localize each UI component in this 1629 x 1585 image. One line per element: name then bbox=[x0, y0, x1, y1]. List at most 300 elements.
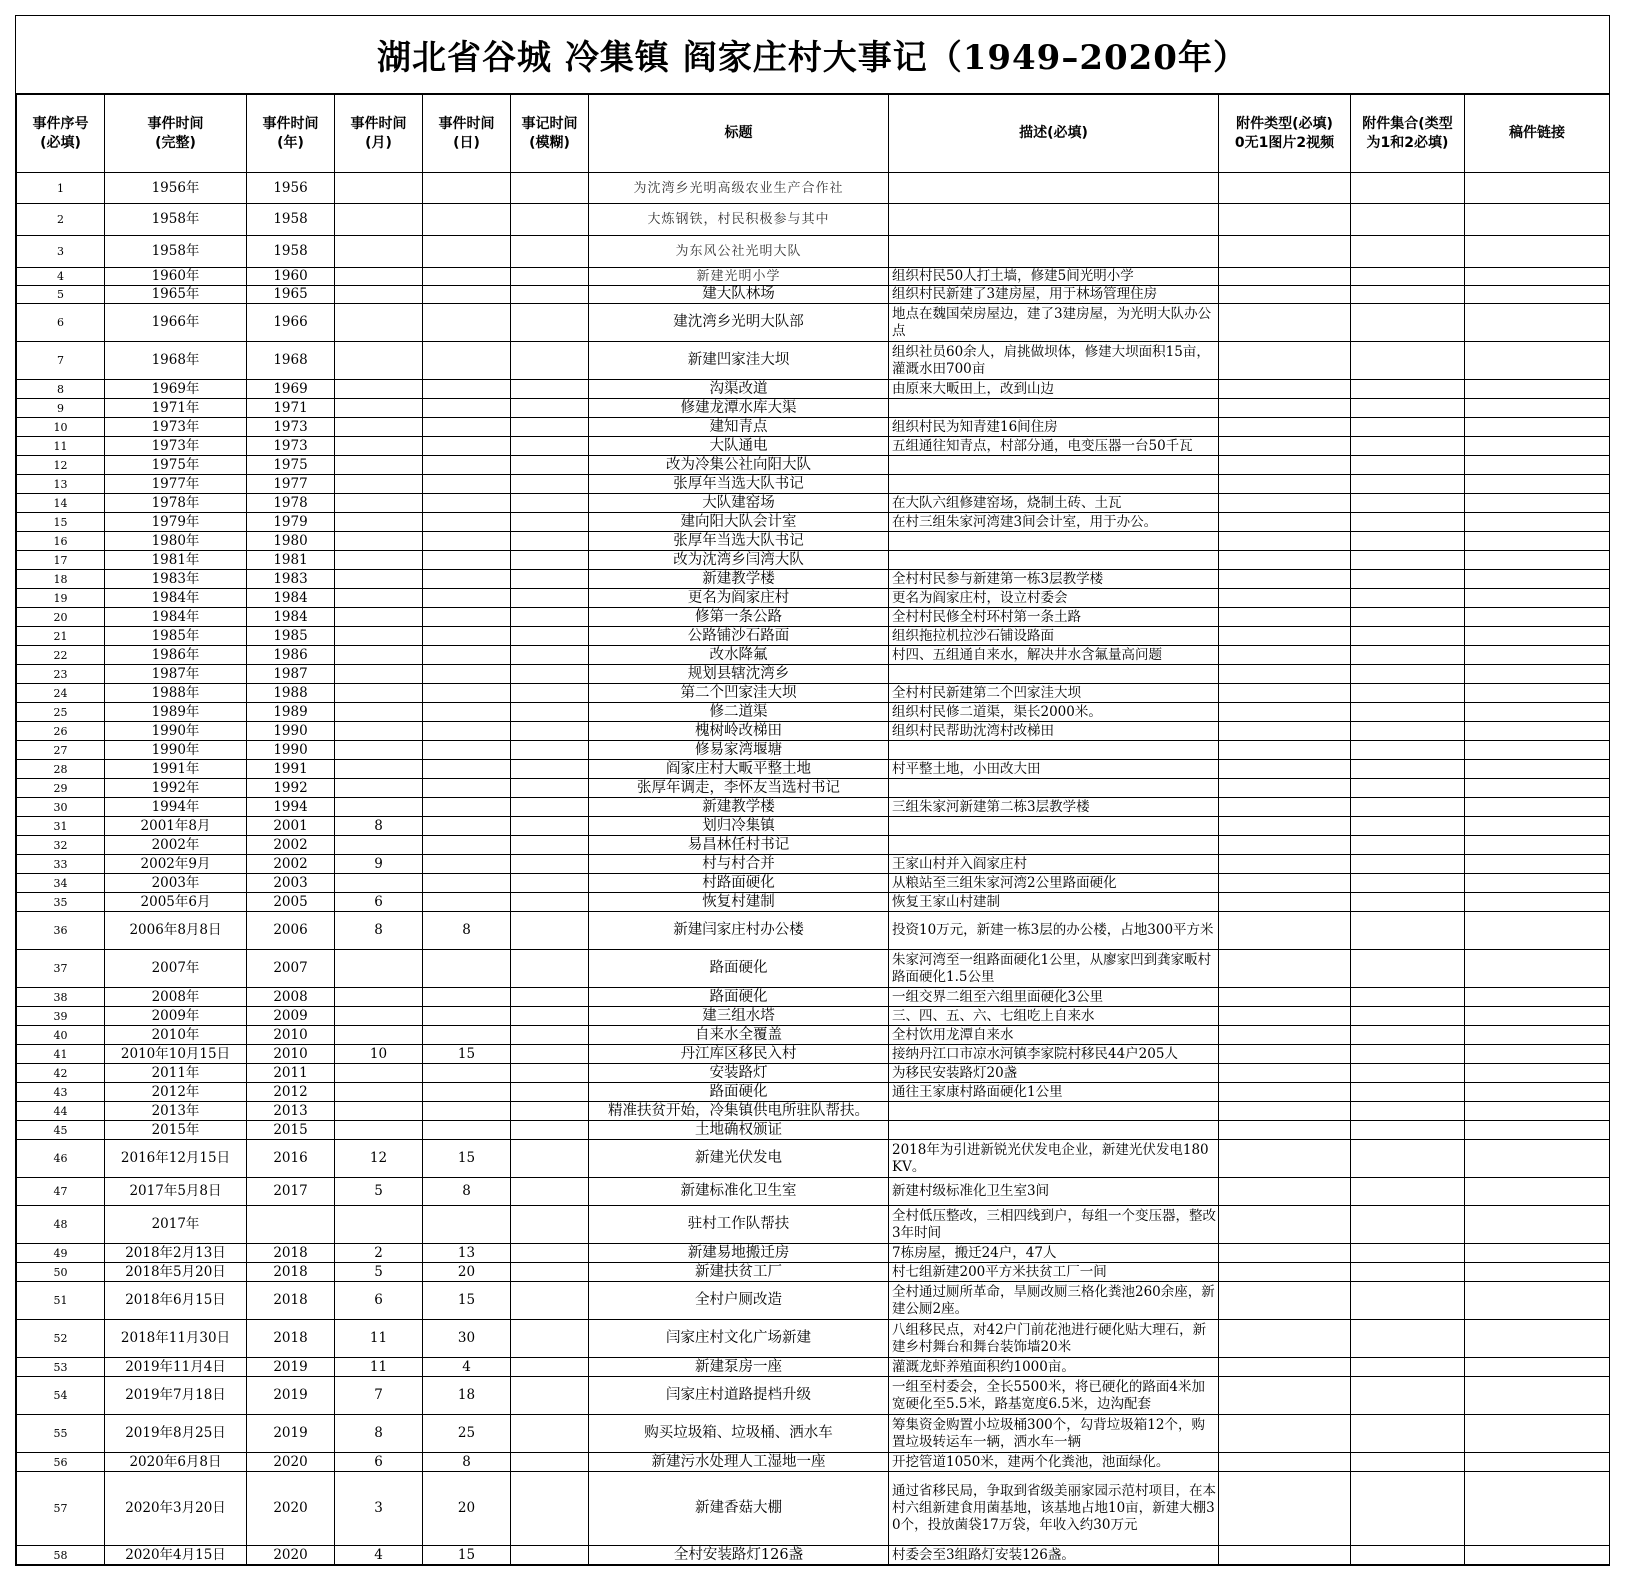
table-row bbox=[17, 1102, 1610, 1121]
table-body bbox=[17, 173, 1610, 1565]
cell-link bbox=[1465, 1415, 1610, 1453]
cell-attach-type bbox=[1219, 1546, 1351, 1565]
cell-full-date: 2018年11月30日 bbox=[105, 1320, 247, 1358]
cell-link bbox=[1465, 1121, 1610, 1140]
cell-fuzzy bbox=[511, 1358, 589, 1377]
cell-year: 2020 bbox=[247, 1453, 335, 1472]
cell-title: 新建光明小学 bbox=[589, 268, 889, 286]
cell-attach-set bbox=[1351, 1026, 1465, 1045]
cell-desc: 组织村民修二道渠，渠长2000米。 bbox=[889, 703, 1219, 722]
cell-attach-set bbox=[1351, 1083, 1465, 1102]
cell-link bbox=[1465, 532, 1610, 551]
cell-desc bbox=[889, 236, 1219, 268]
table-row bbox=[17, 1320, 1610, 1358]
header-attach-set bbox=[1351, 95, 1465, 173]
cell-fuzzy bbox=[511, 874, 589, 893]
cell-desc: 全村村民修全村环村第一条土路 bbox=[889, 608, 1219, 627]
cell-full-date: 1958年 bbox=[105, 236, 247, 268]
cell-desc: 全村通过厕所革命，旱厕改厕三格化粪池260余座，新建公厕2座。 bbox=[889, 1282, 1219, 1320]
cell-full-date: 2010年 bbox=[105, 1026, 247, 1045]
cell-month: 10 bbox=[335, 1045, 423, 1064]
cell-day: 8 bbox=[423, 1453, 511, 1472]
cell-month bbox=[335, 551, 423, 570]
cell-desc: 组织社员60余人，肩挑做坝体，修建大坝面积15亩，灌溉水田700亩 bbox=[889, 342, 1219, 380]
table-row bbox=[17, 1045, 1610, 1064]
cell-desc: 八组移民点，对42户门前花池进行硬化贴大理石，新建乡村舞台和舞台装饰墙20米 bbox=[889, 1320, 1219, 1358]
cell-day bbox=[423, 475, 511, 494]
cell-event-no: 16 bbox=[17, 532, 105, 551]
cell-title: 新建教学楼 bbox=[589, 798, 889, 817]
cell-title: 公路铺沙石路面 bbox=[589, 627, 889, 646]
table-row bbox=[17, 646, 1610, 665]
cell-full-date: 2019年8月25日 bbox=[105, 1415, 247, 1453]
cell-attach-type bbox=[1219, 570, 1351, 589]
cell-event-no: 17 bbox=[17, 551, 105, 570]
cell-year: 2011 bbox=[247, 1064, 335, 1083]
cell-link bbox=[1465, 608, 1610, 627]
cell-fuzzy bbox=[511, 836, 589, 855]
header-line: (日) bbox=[453, 134, 480, 151]
cell-full-date: 1977年 bbox=[105, 475, 247, 494]
cell-event-no: 32 bbox=[17, 836, 105, 855]
cell-year: 1971 bbox=[247, 399, 335, 418]
cell-event-no: 30 bbox=[17, 798, 105, 817]
cell-attach-type bbox=[1219, 836, 1351, 855]
cell-attach-type bbox=[1219, 912, 1351, 950]
cell-event-no: 29 bbox=[17, 779, 105, 798]
cell-fuzzy bbox=[511, 418, 589, 437]
cell-attach-set bbox=[1351, 173, 1465, 204]
cell-attach-set bbox=[1351, 684, 1465, 703]
table-row bbox=[17, 380, 1610, 399]
cell-link bbox=[1465, 437, 1610, 456]
header-line: 稿件链接 bbox=[1509, 125, 1565, 141]
cell-link bbox=[1465, 456, 1610, 475]
cell-title: 建知青点 bbox=[589, 418, 889, 437]
cell-title: 建三组水塔 bbox=[589, 1007, 889, 1026]
cell-attach-type bbox=[1219, 722, 1351, 741]
cell-attach-type bbox=[1219, 236, 1351, 268]
cell-attach-set bbox=[1351, 1358, 1465, 1377]
cell-desc: 由原来大畈田上，改到山边 bbox=[889, 380, 1219, 399]
cell-fuzzy bbox=[511, 342, 589, 380]
table-row bbox=[17, 589, 1610, 608]
cell-fuzzy bbox=[511, 1472, 589, 1546]
cell-attach-set bbox=[1351, 570, 1465, 589]
cell-attach-type bbox=[1219, 1064, 1351, 1083]
header-title bbox=[589, 95, 889, 173]
cell-attach-type bbox=[1219, 1263, 1351, 1282]
cell-day bbox=[423, 286, 511, 304]
header-link bbox=[1465, 95, 1610, 173]
cell-desc: 一组至村委会，全长5500米，将已硬化的路面4米加宽硬化至5.5米，路基宽度6.5米，边沟配套 bbox=[889, 1377, 1219, 1415]
header-attach-type bbox=[1219, 95, 1351, 173]
cell-link bbox=[1465, 1083, 1610, 1102]
cell-attach-type bbox=[1219, 437, 1351, 456]
header-full-date bbox=[105, 95, 247, 173]
cell-full-date: 2011年 bbox=[105, 1064, 247, 1083]
cell-event-no: 9 bbox=[17, 399, 105, 418]
table-row bbox=[17, 684, 1610, 703]
cell-day bbox=[423, 779, 511, 798]
cell-year: 2009 bbox=[247, 1007, 335, 1026]
cell-fuzzy bbox=[511, 456, 589, 475]
cell-attach-set bbox=[1351, 1377, 1465, 1415]
cell-year: 1969 bbox=[247, 380, 335, 399]
cell-title: 驻村工作队帮扶 bbox=[589, 1206, 889, 1244]
cell-fuzzy bbox=[511, 437, 589, 456]
cell-year: 1980 bbox=[247, 532, 335, 551]
cell-attach-type bbox=[1219, 286, 1351, 304]
cell-event-no: 47 bbox=[17, 1178, 105, 1206]
cell-fuzzy bbox=[511, 532, 589, 551]
cell-full-date: 1992年 bbox=[105, 779, 247, 798]
cell-month bbox=[335, 570, 423, 589]
cell-desc: 在大队六组修建窑场，烧制土砖、土瓦 bbox=[889, 494, 1219, 513]
cell-attach-type bbox=[1219, 988, 1351, 1007]
cell-event-no: 13 bbox=[17, 475, 105, 494]
cell-link bbox=[1465, 380, 1610, 399]
cell-title: 建沈湾乡光明大队部 bbox=[589, 304, 889, 342]
cell-link bbox=[1465, 589, 1610, 608]
cell-desc: 更名为阎家庄村，设立村委会 bbox=[889, 589, 1219, 608]
cell-attach-set bbox=[1351, 1282, 1465, 1320]
cell-desc: 全村村民新建第二个凹家洼大坝 bbox=[889, 684, 1219, 703]
header-line: 事件时间 bbox=[262, 115, 319, 132]
cell-fuzzy bbox=[511, 1206, 589, 1244]
table-row bbox=[17, 779, 1610, 798]
cell-link bbox=[1465, 399, 1610, 418]
table-row bbox=[17, 798, 1610, 817]
table-row bbox=[17, 1083, 1610, 1102]
cell-event-no: 11 bbox=[17, 437, 105, 456]
cell-fuzzy bbox=[511, 1377, 589, 1415]
table-row bbox=[17, 893, 1610, 912]
cell-title: 新建易地搬迁房 bbox=[589, 1244, 889, 1263]
cell-event-no: 2 bbox=[17, 204, 105, 236]
cell-year: 1984 bbox=[247, 589, 335, 608]
cell-day bbox=[423, 418, 511, 437]
cell-year: 2003 bbox=[247, 874, 335, 893]
cell-link bbox=[1465, 304, 1610, 342]
table-row bbox=[17, 1415, 1610, 1453]
cell-year: 2016 bbox=[247, 1140, 335, 1178]
cell-attach-type bbox=[1219, 380, 1351, 399]
cell-link bbox=[1465, 646, 1610, 665]
cell-title: 张厚年调走，李怀友当选村书记 bbox=[589, 779, 889, 798]
event-sheet bbox=[15, 15, 1610, 1566]
cell-fuzzy bbox=[511, 779, 589, 798]
cell-attach-set bbox=[1351, 1102, 1465, 1121]
cell-attach-set bbox=[1351, 988, 1465, 1007]
cell-attach-set bbox=[1351, 893, 1465, 912]
cell-desc bbox=[889, 779, 1219, 798]
cell-day bbox=[423, 1102, 511, 1121]
cell-title: 新建闫家庄村办公楼 bbox=[589, 912, 889, 950]
cell-full-date: 2002年 bbox=[105, 836, 247, 855]
header-line: (必填) bbox=[40, 134, 81, 151]
cell-full-date: 2020年6月8日 bbox=[105, 1453, 247, 1472]
cell-title: 村与村合并 bbox=[589, 855, 889, 874]
cell-month bbox=[335, 703, 423, 722]
cell-year: 2019 bbox=[247, 1358, 335, 1377]
cell-event-no: 35 bbox=[17, 893, 105, 912]
cell-desc: 通过省移民局，争取到省级美丽家园示范村项目，在本村六组新建食用菌基地，该基地占地10亩，新建大棚30个，投放菌袋17万袋，年收入约30万元 bbox=[889, 1472, 1219, 1546]
table-row bbox=[17, 173, 1610, 204]
cell-fuzzy bbox=[511, 912, 589, 950]
cell-link bbox=[1465, 988, 1610, 1007]
cell-day bbox=[423, 589, 511, 608]
cell-event-no: 22 bbox=[17, 646, 105, 665]
cell-year: 1960 bbox=[247, 268, 335, 286]
cell-link bbox=[1465, 874, 1610, 893]
cell-desc: 村七组新建200平方米扶贫工厂一间 bbox=[889, 1263, 1219, 1282]
cell-day bbox=[423, 268, 511, 286]
cell-month bbox=[335, 1121, 423, 1140]
cell-title: 新建光伏发电 bbox=[589, 1140, 889, 1178]
cell-attach-set bbox=[1351, 1263, 1465, 1282]
cell-full-date: 2018年2月13日 bbox=[105, 1244, 247, 1263]
cell-fuzzy bbox=[511, 1140, 589, 1178]
cell-fuzzy bbox=[511, 1121, 589, 1140]
cell-desc: 组织村民50人打土墙，修建5间光明小学 bbox=[889, 268, 1219, 286]
cell-desc: 村委会至3组路灯安装126盏。 bbox=[889, 1546, 1219, 1565]
cell-title: 新建扶贫工厂 bbox=[589, 1263, 889, 1282]
cell-fuzzy bbox=[511, 513, 589, 532]
cell-full-date: 1979年 bbox=[105, 513, 247, 532]
cell-attach-set bbox=[1351, 268, 1465, 286]
cell-month bbox=[335, 1083, 423, 1102]
cell-full-date: 2018年6月15日 bbox=[105, 1282, 247, 1320]
cell-full-date: 1990年 bbox=[105, 741, 247, 760]
cell-month: 2 bbox=[335, 1244, 423, 1263]
cell-link bbox=[1465, 1282, 1610, 1320]
cell-attach-set bbox=[1351, 1064, 1465, 1083]
cell-month bbox=[335, 1206, 423, 1244]
cell-day bbox=[423, 342, 511, 380]
cell-full-date: 2015年 bbox=[105, 1121, 247, 1140]
cell-month: 6 bbox=[335, 893, 423, 912]
cell-attach-type bbox=[1219, 173, 1351, 204]
cell-full-date: 2020年3月20日 bbox=[105, 1472, 247, 1546]
table-row bbox=[17, 1244, 1610, 1263]
cell-month bbox=[335, 399, 423, 418]
cell-day bbox=[423, 380, 511, 399]
table-row bbox=[17, 304, 1610, 342]
cell-desc: 新建村级标准化卫生室3间 bbox=[889, 1178, 1219, 1206]
cell-fuzzy bbox=[511, 304, 589, 342]
cell-event-no: 8 bbox=[17, 380, 105, 399]
cell-month bbox=[335, 1026, 423, 1045]
cell-year: 2018 bbox=[247, 1263, 335, 1282]
cell-full-date: 2003年 bbox=[105, 874, 247, 893]
cell-attach-set bbox=[1351, 1121, 1465, 1140]
cell-title: 新建污水处理人工湿地一座 bbox=[589, 1453, 889, 1472]
cell-month: 6 bbox=[335, 1453, 423, 1472]
cell-desc bbox=[889, 456, 1219, 475]
cell-attach-set bbox=[1351, 722, 1465, 741]
cell-fuzzy bbox=[511, 1453, 589, 1472]
cell-link bbox=[1465, 286, 1610, 304]
cell-link bbox=[1465, 1453, 1610, 1472]
cell-year: 1977 bbox=[247, 475, 335, 494]
cell-attach-set bbox=[1351, 1045, 1465, 1064]
cell-month: 8 bbox=[335, 912, 423, 950]
cell-event-no: 4 bbox=[17, 268, 105, 286]
cell-link bbox=[1465, 1026, 1610, 1045]
cell-month bbox=[335, 627, 423, 646]
cell-title: 安装路灯 bbox=[589, 1064, 889, 1083]
cell-event-no: 27 bbox=[17, 741, 105, 760]
cell-link bbox=[1465, 1102, 1610, 1121]
cell-title: 全村安装路灯126盏 bbox=[589, 1546, 889, 1565]
cell-year: 1958 bbox=[247, 204, 335, 236]
cell-fuzzy bbox=[511, 1102, 589, 1121]
cell-title: 槐树岭改梯田 bbox=[589, 722, 889, 741]
cell-link bbox=[1465, 912, 1610, 950]
cell-title: 建大队林场 bbox=[589, 286, 889, 304]
cell-attach-set bbox=[1351, 1140, 1465, 1178]
cell-attach-set bbox=[1351, 874, 1465, 893]
cell-desc bbox=[889, 399, 1219, 418]
cell-full-date: 2019年11月4日 bbox=[105, 1358, 247, 1377]
cell-desc: 为移民安装路灯20盏 bbox=[889, 1064, 1219, 1083]
cell-link bbox=[1465, 173, 1610, 204]
cell-event-no: 52 bbox=[17, 1320, 105, 1358]
cell-attach-set bbox=[1351, 551, 1465, 570]
cell-attach-type bbox=[1219, 798, 1351, 817]
cell-fuzzy bbox=[511, 1026, 589, 1045]
cell-title: 路面硬化 bbox=[589, 988, 889, 1007]
cell-year: 2008 bbox=[247, 988, 335, 1007]
cell-month: 6 bbox=[335, 1282, 423, 1320]
table-row bbox=[17, 204, 1610, 236]
cell-event-no: 54 bbox=[17, 1377, 105, 1415]
cell-month: 5 bbox=[335, 1263, 423, 1282]
cell-link bbox=[1465, 836, 1610, 855]
cell-title: 更名为阎家庄村 bbox=[589, 589, 889, 608]
cell-fuzzy bbox=[511, 703, 589, 722]
cell-event-no: 25 bbox=[17, 703, 105, 722]
cell-event-no: 56 bbox=[17, 1453, 105, 1472]
cell-day: 8 bbox=[423, 1178, 511, 1206]
cell-fuzzy bbox=[511, 893, 589, 912]
cell-month bbox=[335, 684, 423, 703]
cell-year: 2002 bbox=[247, 836, 335, 855]
cell-title: 新建凹家洼大坝 bbox=[589, 342, 889, 380]
cell-desc: 恢复王家山村建制 bbox=[889, 893, 1219, 912]
cell-event-no: 5 bbox=[17, 286, 105, 304]
cell-full-date: 2006年8月8日 bbox=[105, 912, 247, 950]
cell-title: 大队通电 bbox=[589, 437, 889, 456]
cell-day bbox=[423, 494, 511, 513]
cell-desc bbox=[889, 551, 1219, 570]
cell-desc: 组织村民为知青建16间住房 bbox=[889, 418, 1219, 437]
cell-attach-type bbox=[1219, 1026, 1351, 1045]
cell-title: 规划县辖沈湾乡 bbox=[589, 665, 889, 684]
cell-link bbox=[1465, 1472, 1610, 1546]
cell-event-no: 3 bbox=[17, 236, 105, 268]
cell-fuzzy bbox=[511, 1415, 589, 1453]
cell-month: 3 bbox=[335, 1472, 423, 1546]
header-fuzzy bbox=[511, 95, 589, 173]
cell-full-date: 1988年 bbox=[105, 684, 247, 703]
cell-day bbox=[423, 627, 511, 646]
cell-day bbox=[423, 950, 511, 988]
cell-event-no: 1 bbox=[17, 173, 105, 204]
cell-month bbox=[335, 286, 423, 304]
cell-title: 全村户厕改造 bbox=[589, 1282, 889, 1320]
cell-attach-set bbox=[1351, 513, 1465, 532]
cell-attach-set bbox=[1351, 1320, 1465, 1358]
cell-event-no: 46 bbox=[17, 1140, 105, 1178]
header-line: 0无1图片2视频 bbox=[1234, 134, 1335, 151]
cell-title: 自来水全覆盖 bbox=[589, 1026, 889, 1045]
cell-attach-type bbox=[1219, 1045, 1351, 1064]
cell-title: 大队建窑场 bbox=[589, 494, 889, 513]
cell-title: 易昌林任村书记 bbox=[589, 836, 889, 855]
cell-link bbox=[1465, 703, 1610, 722]
cell-fuzzy bbox=[511, 589, 589, 608]
cell-desc: 通往王家康村路面硬化1公里 bbox=[889, 1083, 1219, 1102]
cell-desc bbox=[889, 665, 1219, 684]
cell-attach-type bbox=[1219, 204, 1351, 236]
cell-month: 7 bbox=[335, 1377, 423, 1415]
cell-fuzzy bbox=[511, 204, 589, 236]
cell-day bbox=[423, 665, 511, 684]
cell-attach-set bbox=[1351, 456, 1465, 475]
cell-year: 2007 bbox=[247, 950, 335, 988]
cell-link bbox=[1465, 817, 1610, 836]
cell-attach-type bbox=[1219, 513, 1351, 532]
header-line: (月) bbox=[365, 134, 392, 151]
cell-fuzzy bbox=[511, 1546, 589, 1565]
cell-day: 18 bbox=[423, 1377, 511, 1415]
table-row bbox=[17, 703, 1610, 722]
cell-attach-set bbox=[1351, 950, 1465, 988]
cell-title: 为东风公社光明大队 bbox=[589, 236, 889, 268]
cell-day: 13 bbox=[423, 1244, 511, 1263]
header-line: (完整) bbox=[155, 134, 196, 151]
table-row bbox=[17, 236, 1610, 268]
cell-day bbox=[423, 1083, 511, 1102]
cell-link bbox=[1465, 342, 1610, 380]
cell-month bbox=[335, 437, 423, 456]
cell-year: 1973 bbox=[247, 418, 335, 437]
cell-year: 2013 bbox=[247, 1102, 335, 1121]
cell-attach-type bbox=[1219, 1377, 1351, 1415]
cell-full-date: 1991年 bbox=[105, 760, 247, 779]
header-line: 事件时间 bbox=[350, 115, 407, 132]
table-row bbox=[17, 627, 1610, 646]
cell-day bbox=[423, 1007, 511, 1026]
cell-attach-type bbox=[1219, 741, 1351, 760]
table-row bbox=[17, 418, 1610, 437]
cell-fuzzy bbox=[511, 855, 589, 874]
cell-year: 1994 bbox=[247, 798, 335, 817]
cell-fuzzy bbox=[511, 950, 589, 988]
cell-attach-type bbox=[1219, 646, 1351, 665]
cell-day bbox=[423, 1026, 511, 1045]
cell-title: 丹江库区移民入村 bbox=[589, 1045, 889, 1064]
cell-year: 2019 bbox=[247, 1377, 335, 1415]
cell-event-no: 38 bbox=[17, 988, 105, 1007]
cell-year: 2017 bbox=[247, 1178, 335, 1206]
cell-day bbox=[423, 874, 511, 893]
cell-fuzzy bbox=[511, 494, 589, 513]
cell-desc bbox=[889, 1102, 1219, 1121]
cell-event-no: 57 bbox=[17, 1472, 105, 1546]
